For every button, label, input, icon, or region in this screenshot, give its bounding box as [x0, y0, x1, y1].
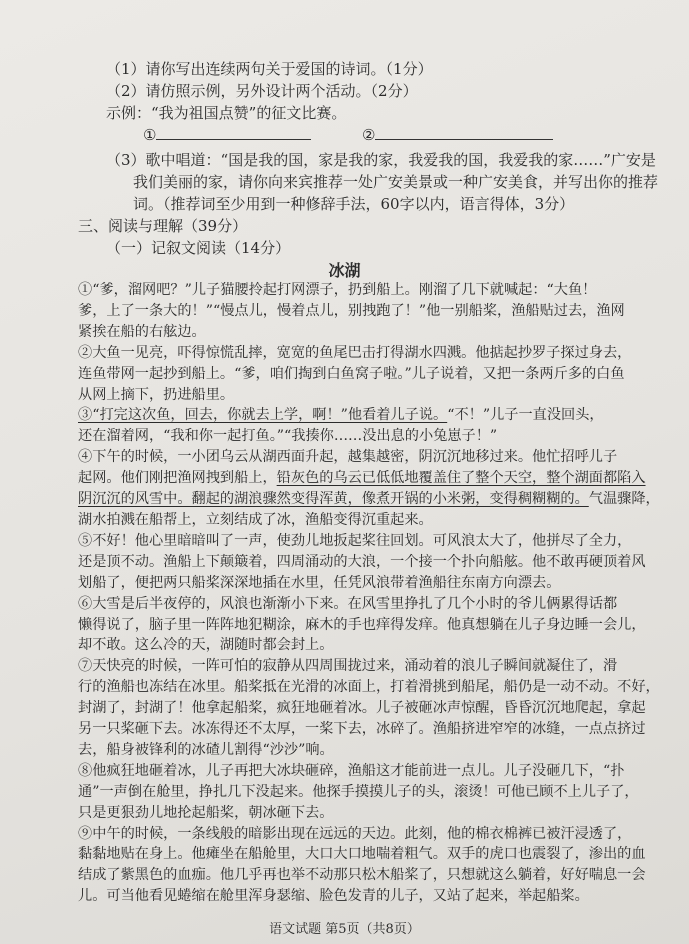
page-footer: 语文试题 第5页（共8页） — [269, 922, 420, 937]
question-2: （2）请仿照示例，另外设计两个活动。（2分） — [106, 82, 418, 100]
article-line: ⑥大雪是后半夜停的，风浪也渐渐小下来。在风雪里挣扎了几个小时的爷儿俩累得话都 — [78, 595, 618, 612]
article-line: ⑧他疯狂地砸着冰，儿子再把大冰块砸碎，渔船这才能前进一点儿。儿子没砸几下，“扑 — [78, 762, 625, 779]
article-line-underlined — [78, 405, 668, 426]
question-1: （1）请你写出连续两句关于爱国的诗词。（1分） — [106, 60, 433, 78]
article-line: 行的渔船也冻结在冰里。船桨抵在光滑的冰面上，打着滑挑到船尾，船仍是一动不动。不好， — [78, 679, 660, 696]
question-3-line-3: 词。（推荐词至少用到一种修辞手法，60字以内，语言得体，3分） — [133, 195, 575, 213]
section-heading: 三、阅读与理解（39分） — [78, 217, 248, 235]
article-line: 通”一声倒在舱里，挣扎几下没起来。他探手摸摸儿子的头，滚烫！可他已顾不上儿子了， — [78, 783, 639, 800]
article-line: ⑤不好！他心里暗暗叫了一声，使劲儿地扳起桨往回划。可风浪太大了，他拼尽了全力， — [78, 532, 632, 549]
article-line: 爹，上了一条大的！”“慢点儿，慢着点儿，别拽跑了！”他一别船桨，渔船贴过去，渔网 — [78, 302, 625, 319]
article-line: ①“爹，溜网吧？”儿子猫腰拎起打网漂子，扔到船上。刚溜了几下就喊起：“大鱼！ — [78, 282, 597, 298]
article-line: 紧挨在船的右舷边。 — [78, 323, 206, 340]
article-line: 只是更狠劲儿地抡起船桨，朝冰砸下去。 — [78, 804, 334, 821]
article-line: 从网上摘下，扔进船里。 — [78, 386, 235, 403]
article-line: 还在溜着网，“我和你一起打鱼。”“我揍你……没出息的小兔崽子！” — [78, 428, 498, 445]
article-line: ⑦天快亮的时候，一阵可怕的寂静从四周围拢过来，涌动着的浪儿子瞬间就凝住了，滑 — [78, 658, 618, 675]
underlined-sentence-2: 铅灰色的乌云已低低地覆盖住了整个天空，整个湖面都陷入 — [276, 470, 646, 487]
article-line: 另一只桨砸下去。冰冻得还不太厚，一桨下去，冰碎了。渔船挤进窄窄的冰缝，一点点挤过 — [78, 721, 646, 738]
article-line: 连鱼带网一起抄到船上。“爹，咱们掏到白鱼窝子啦。”儿子说着，又把一条两斤多的白鱼 — [78, 365, 625, 382]
article-line: ④下午的时候，一小团乌云从湖西面升起，越集越密，阴沉沉地移过来。他忙招呼儿子 — [78, 449, 618, 466]
article-line: 儿。可当他看见蜷缩在舱里浑身瑟缩、脸色发青的儿子，又站了起来，举起船桨。 — [78, 888, 589, 905]
article-line: ②大鱼一见亮，吓得惊慌乱摔，宽宽的鱼尾巴击打得湖水四溅。他掂起抄罗子探过身去， — [78, 344, 632, 361]
article-line-underlined — [78, 489, 668, 510]
subsection-heading: （一）记叙文阅读（14分） — [106, 239, 291, 257]
question-3-line-1: （3）歌中唱道：“国是我的国，家是我的家，我爱我的国，我爱我的家……”广安是 — [106, 151, 656, 169]
answer-blank-1[interactable] — [143, 124, 311, 146]
article-line: 去，船身被锋利的冰碴儿割得“沙沙”响。 — [78, 741, 334, 758]
article-line: 还是顶不动。渔船上下颠簸着，四周涌动的大浪，一个接一个扑向船舷。他不敢再硬顶着风 — [78, 553, 646, 570]
article-line-rest: 气温骤降， — [588, 491, 660, 508]
question-3-line-2: 我们美丽的家，请你向来宾推荐一处广安美景或一种广安美食，并写出你的推荐 — [133, 173, 659, 191]
underlined-sentence-1: ③“打完这次鱼，回去，你就去上学，啊！”他看着儿子说。 — [78, 407, 448, 424]
article-title: 冰湖 — [328, 261, 361, 280]
example-line: 示例：“我为祖国点赞”的征文比赛。 — [106, 104, 347, 122]
blank-marker-1: ① — [143, 126, 157, 144]
article-line: 却不敢。这么冷的天，湖随时都会封上。 — [78, 637, 334, 654]
article-line: 湖水拍溅在船帮上，立刻结成了冰，渔船变得沉重起来。 — [78, 511, 433, 528]
article-line-head: 起网。他们刚把渔网拽到船上， — [78, 470, 277, 487]
article-line: 封湖了，封湖了！他拿起船桨，疯狂地砸着冰。儿子被砸冰声惊醒，昏昏沉沉地爬起，拿起 — [78, 700, 646, 717]
article-line: 黏黏地贴在身上。他瘫坐在船舱里，大口大口地喘着粗气。双手的虎口也震裂了，渗出的血 — [78, 846, 646, 863]
answer-blank-2[interactable] — [362, 124, 553, 146]
article-line-underlined — [78, 468, 668, 489]
article-line: 懒得说了，脑子里一阵阵地犯糊涂，麻木的手也痒得发痒。他真想躺在儿子身边睡一会儿， — [78, 616, 646, 633]
underlined-sentence-3: 阴沉沉的风雪中。翻起的湖浪骤然变得浑黄，像煮开锅的小米粥，变得稠糊糊的。 — [78, 491, 589, 508]
article-line-rest: “不！”儿子一直没回头， — [447, 407, 604, 424]
blank-line-2[interactable] — [375, 125, 553, 140]
blank-marker-2: ② — [362, 126, 376, 144]
blank-line-1[interactable] — [156, 125, 311, 140]
article-line: ⑨中午的时候，一条线般的暗影出现在远远的天边。此刻，他的棉衣棉裤已被汗浸透了， — [78, 825, 632, 842]
article-line: 结成了紫黑色的血痂。他几乎再也举不动那只松木船桨了，只想就这么躺着，好好喘息一会 — [78, 867, 646, 884]
article-line: 划船了，便把两只船桨深深地插在水里，任凭风浪带着渔船往东南方向漂去。 — [78, 574, 561, 591]
article-body — [78, 280, 668, 907]
